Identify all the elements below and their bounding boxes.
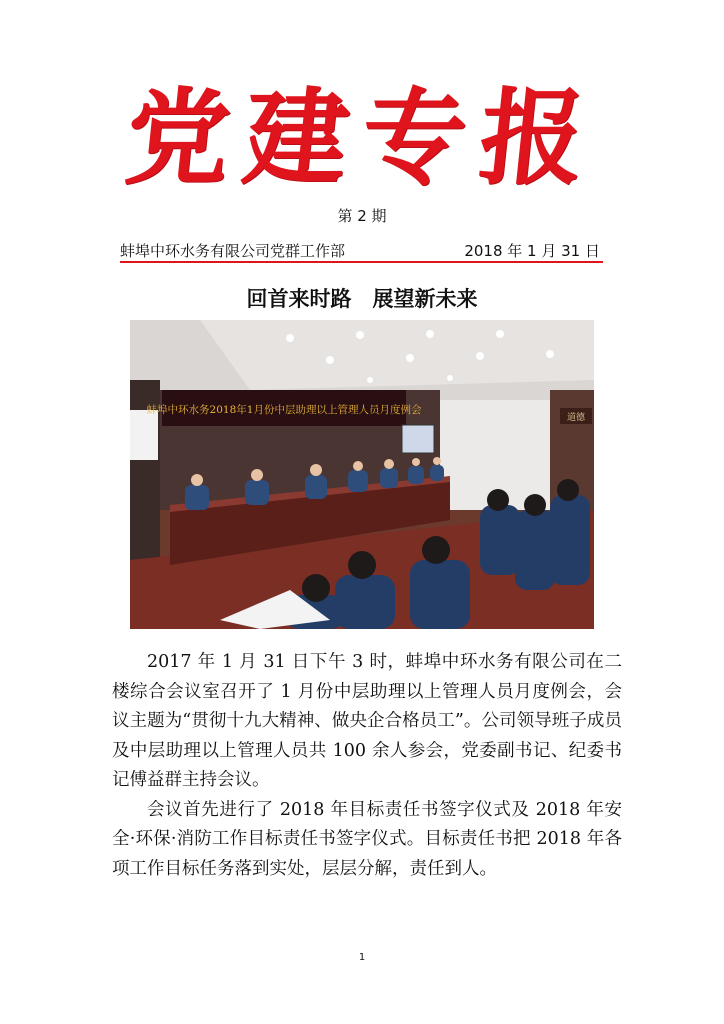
meeting-photo (130, 320, 594, 629)
photo-door-sign: 道德 (566, 413, 586, 423)
article-headline: 回首来时路 展望新未来 (246, 287, 478, 311)
article-paragraph-1: 2017 年 1 月 31 日下午 3 时，蚌埠中环水务有限公司在二楼综合会议室召开了 1 月份中层助理以上管理人员月度例会，会议主题为“贯彻十九大精神、做央企合格员工”。公司领导班子成员及中层助理以上管理人员共 100 余人参会，党委副书记、纪委书记傅益群主持会议。 (112, 652, 622, 790)
article-paragraph-2: 会议首先进行了 2018 年目标责任书签字仪式及 2018 年安全·环保·消防工作目标责任书签字仪式。目标责任书把 2018 年各项工作目标任务落到实处，层层分解，责任到人。 (112, 799, 622, 879)
header-divider (120, 261, 603, 263)
issue-number: 第 2 期 (337, 207, 387, 225)
article-body (112, 648, 622, 884)
header-line (120, 240, 603, 260)
publish-date: 2018 年 1 月 31 日 (464, 242, 600, 260)
department-name: 蚌埠中环水务有限公司党群工作部 (120, 242, 346, 260)
masthead-title: 党建专报 (119, 76, 605, 199)
page-number: 1 (358, 952, 366, 963)
photo-banner-text: 蚌埠中环水务2018年1月份中层助理以上管理人员月度例会 (146, 404, 422, 416)
